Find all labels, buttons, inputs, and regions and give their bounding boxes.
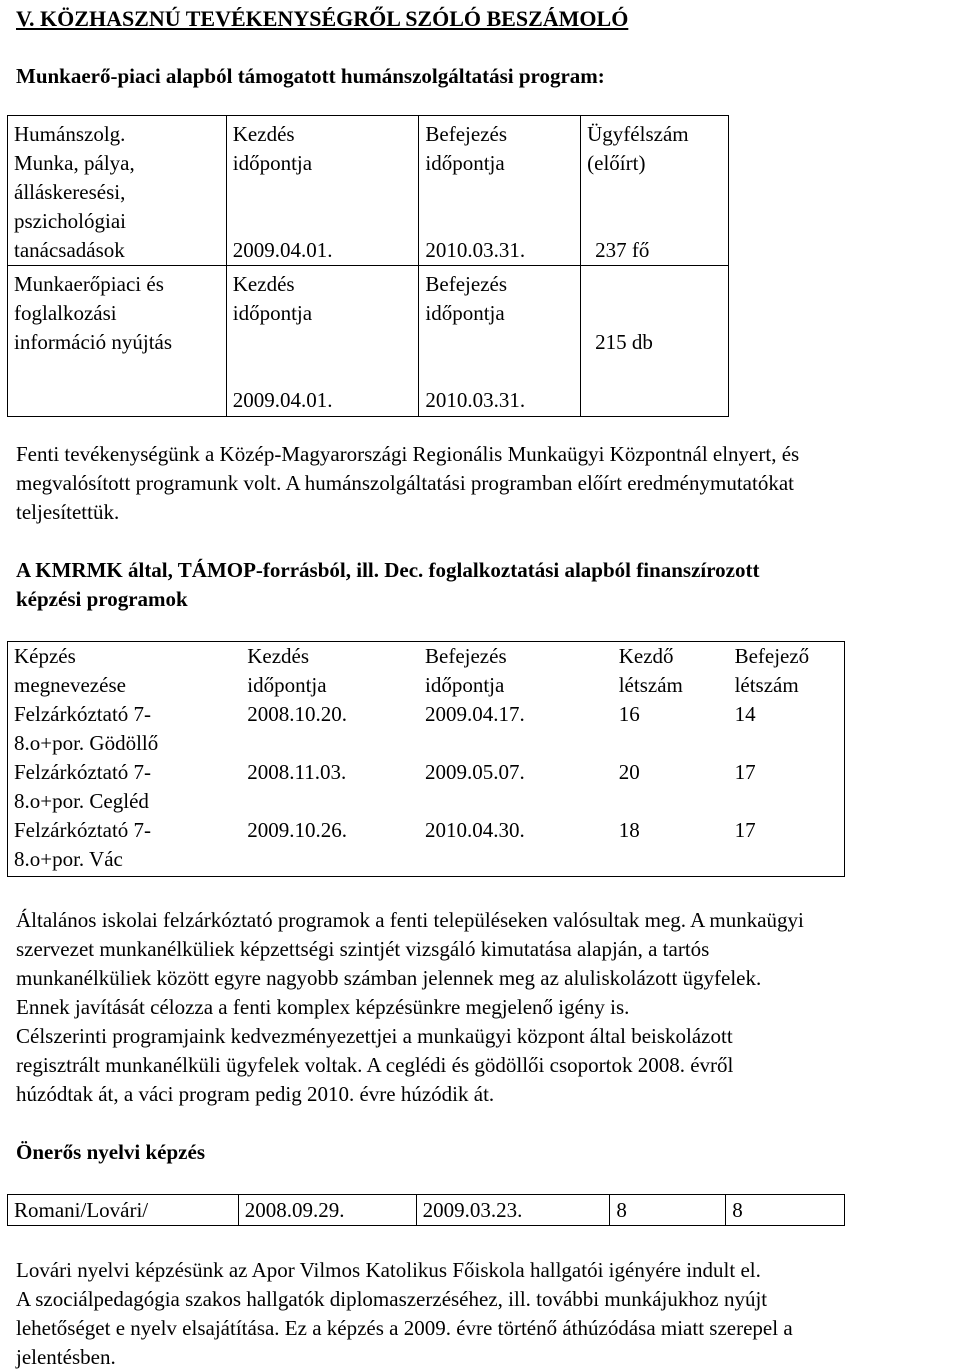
language-paragraph: Lovári nyelvi képzésünk az Apor Vilmos Katolikus Főiskola hallgatói igényére indult el. A szociálpedagógia szakos hallgatók diplomaszerzéséhez, ill. további munkájukhoz nyújt lehetőséget e nyelv elsajátítása. Ez a képzés a 2009. évre történő áthúzódása miatt szerepel a jelentésben. — [16, 1258, 793, 1369]
table-row — [8, 700, 845, 758]
table-header: Kezdő létszám — [618, 644, 683, 697]
table-cell: 17 — [734, 818, 756, 842]
language-section-title: Önerős nyelvi képzés — [16, 1140, 205, 1164]
table-cell: Humánszolg. Munka, pálya, álláskeresési, pszichológiai tanácsadások — [8, 116, 227, 266]
table-cell: 2010.04.30. — [425, 818, 525, 842]
language-table — [7, 1194, 845, 1226]
table-cell: Kezdés időpontja 2009.04.01. — [226, 116, 419, 266]
table-cell: 2009.10.26. — [247, 818, 347, 842]
training-table — [7, 641, 845, 877]
program-subheading: Munkaerő-piaci alapból támogatott humánszolgáltatási program: — [16, 64, 605, 88]
table-cell: Befejezés időpontja 2010.03.31. — [419, 266, 581, 417]
result-paragraph: Fenti tevékenységünk a Közép-Magyarországi Regionális Munkaügyi Központnál elnyert, és megvalósított programunk volt. A humánszolgáltatási programban előírt eredménymutatókat teljesítettük. — [16, 442, 800, 524]
table-cell: Ügyfélszám (előírt) 237 fő — [581, 116, 729, 266]
report-heading: V. KÖZHASZNÚ TEVÉKENYSÉGRŐL SZÓLÓ BESZÁMOLÓ — [16, 6, 629, 31]
table-row — [8, 266, 729, 417]
table-header: Befejezés időpontja — [425, 644, 507, 697]
table-cell: Felzárkóztató 7- 8.o+por. Gödöllő — [14, 702, 159, 755]
table-header: Befejező létszám — [734, 644, 810, 697]
training-section-title: A KMRMK által, TÁMOP-forrásból, ill. Dec. foglalkoztatási alapból finanszírozott képzési programok — [16, 558, 760, 611]
table-cell: Felzárkóztató 7- 8.o+por. Cegléd — [14, 760, 152, 813]
training-paragraph: Általános iskolai felzárkóztató programok a fenti településeken valósultak meg. A munkaügyi szervezet munkanélküliek képzettségi szintjét vizsgáló kimutatása alapján, a tartós munkanélküliek között egyre nagyobb számban jelennek meg az aluliskolázott ügyfelek. Ennek javítását célozza a fenti komplex képzésünkre megjelenő igény is. Célszerinti programjaink kedvezményezettjei a munkaügyi központ által beiskolázott regisztrált munkanélküli ügyfelek voltak. A ceglédi és gödöllői csoportok 2008. évről húzódtak át, a váci program pedig 2010. évre húzódik át. — [16, 908, 804, 1106]
table-cell: 8 — [726, 1195, 845, 1226]
table-row — [8, 116, 729, 266]
table-header-row — [8, 642, 845, 701]
table-cell: Befejezés időpontja 2010.03.31. — [419, 116, 581, 266]
table-cell: Felzárkóztató 7- 8.o+por. Vác — [14, 818, 152, 871]
table-cell: 2008.09.29. — [238, 1195, 416, 1226]
humanservice-table — [7, 115, 729, 417]
table-cell: 2009.03.23. — [416, 1195, 610, 1226]
table-cell: 16 — [618, 702, 640, 726]
table-cell: 215 db — [581, 266, 729, 417]
table-cell: 20 — [618, 760, 640, 784]
table-cell: Romani/Lovári/ — [8, 1195, 239, 1226]
table-header: Képzés megnevezése — [14, 644, 126, 697]
table-row — [8, 758, 845, 816]
table-cell: 18 — [618, 818, 640, 842]
table-cell: 17 — [734, 760, 756, 784]
table-cell: 2009.05.07. — [425, 760, 525, 784]
table-cell: 2008.11.03. — [247, 760, 347, 784]
table-cell: 14 — [734, 702, 756, 726]
table-row — [8, 816, 845, 877]
table-cell: 2009.04.17. — [425, 702, 525, 726]
table-cell: 2008.10.20. — [247, 702, 347, 726]
table-cell: Kezdés időpontja 2009.04.01. — [226, 266, 419, 417]
table-cell: Munkaerőpiaci és foglalkozási információ nyújtás — [8, 266, 227, 417]
table-row — [8, 1195, 845, 1226]
table-cell: 8 — [610, 1195, 726, 1226]
table-header: Kezdés időpontja — [247, 644, 327, 697]
